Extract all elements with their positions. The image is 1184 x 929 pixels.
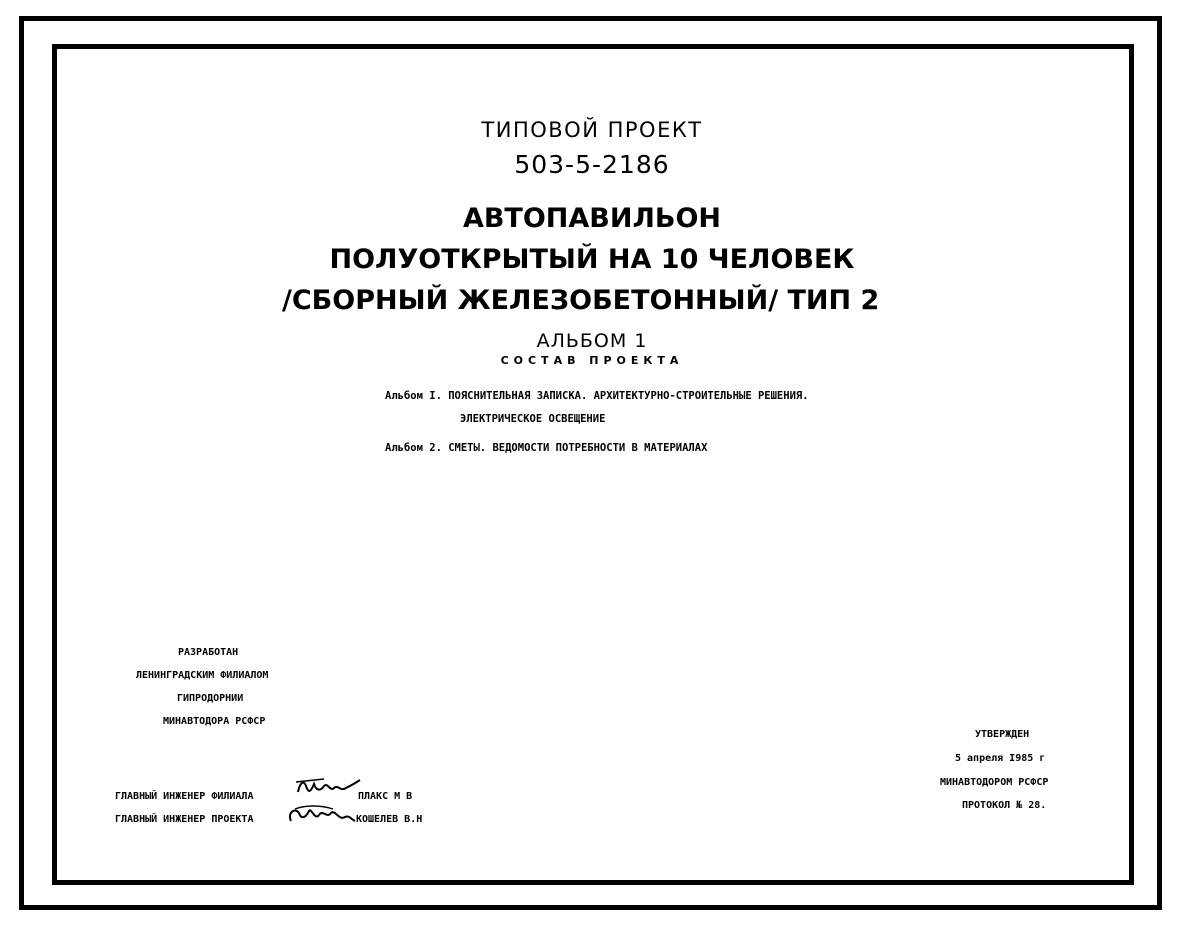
approval-line-2: 5 апреля I985 г xyxy=(955,753,1046,764)
handwritten-signature-2 xyxy=(285,803,357,827)
handwritten-signature-1 xyxy=(294,776,364,798)
signature-name-2: КОШЕЛЕВ В.Н xyxy=(356,814,423,825)
contents-heading: СОСТАВ ПРОЕКТА xyxy=(500,354,684,367)
approval-line-3: МИНАВТОДОРОМ РСФСР xyxy=(940,777,1049,788)
developer-line-4: МИНАВТОДОРА РСФСР xyxy=(163,716,266,727)
project-number: 503-5-2186 xyxy=(514,150,670,179)
album-item-1: Альбом I. ПОЯСНИТЕЛЬНАЯ ЗАПИСКА. АРХИТЕКТУРНО-СТРОИТЕЛЬНЫЕ РЕШЕНИЯ. xyxy=(385,390,809,402)
album-item-1-continued: ЭЛЕКТРИЧЕСКОЕ ОСВЕЩЕНИЕ xyxy=(460,413,606,425)
developer-line-3: ГИПРОДОРНИИ xyxy=(177,693,244,704)
title-line-3: /СБОРНЫЙ ЖЕЛЕЗОБЕТОННЫЙ/ ТИП 2 xyxy=(282,285,880,316)
title-line-2: ПОЛУОТКРЫТЫЙ НА 10 ЧЕЛОВЕК xyxy=(329,244,855,275)
project-type-heading: ТИПОВОЙ ПРОЕКТ xyxy=(481,118,703,142)
developer-line-1: РАЗРАБОТАН xyxy=(178,647,239,658)
approval-line-4: ПРОТОКОЛ № 28. xyxy=(962,800,1047,811)
signature-role-1: ГЛАВНЫЙ ИНЖЕНЕР ФИЛИАЛА xyxy=(115,791,254,802)
developer-line-2: ЛЕНИНГРАДСКИМ ФИЛИАЛОМ xyxy=(136,670,269,681)
approval-line-1: УТВЕРЖДЕН xyxy=(975,729,1030,740)
album-item-2: Альбом 2. СМЕТЫ. ВЕДОМОСТИ ПОТРЕБНОСТИ В МАТЕРИАЛАХ xyxy=(385,442,708,454)
signature-role-2: ГЛАВНЫЙ ИНЖЕНЕР ПРОЕКТА xyxy=(115,814,254,825)
title-line-1: АВТОПАВИЛЬОН xyxy=(462,203,722,234)
album-label: АЛЬБОМ 1 xyxy=(536,330,648,352)
signature-name-1: ПЛАКС М В xyxy=(358,791,413,802)
